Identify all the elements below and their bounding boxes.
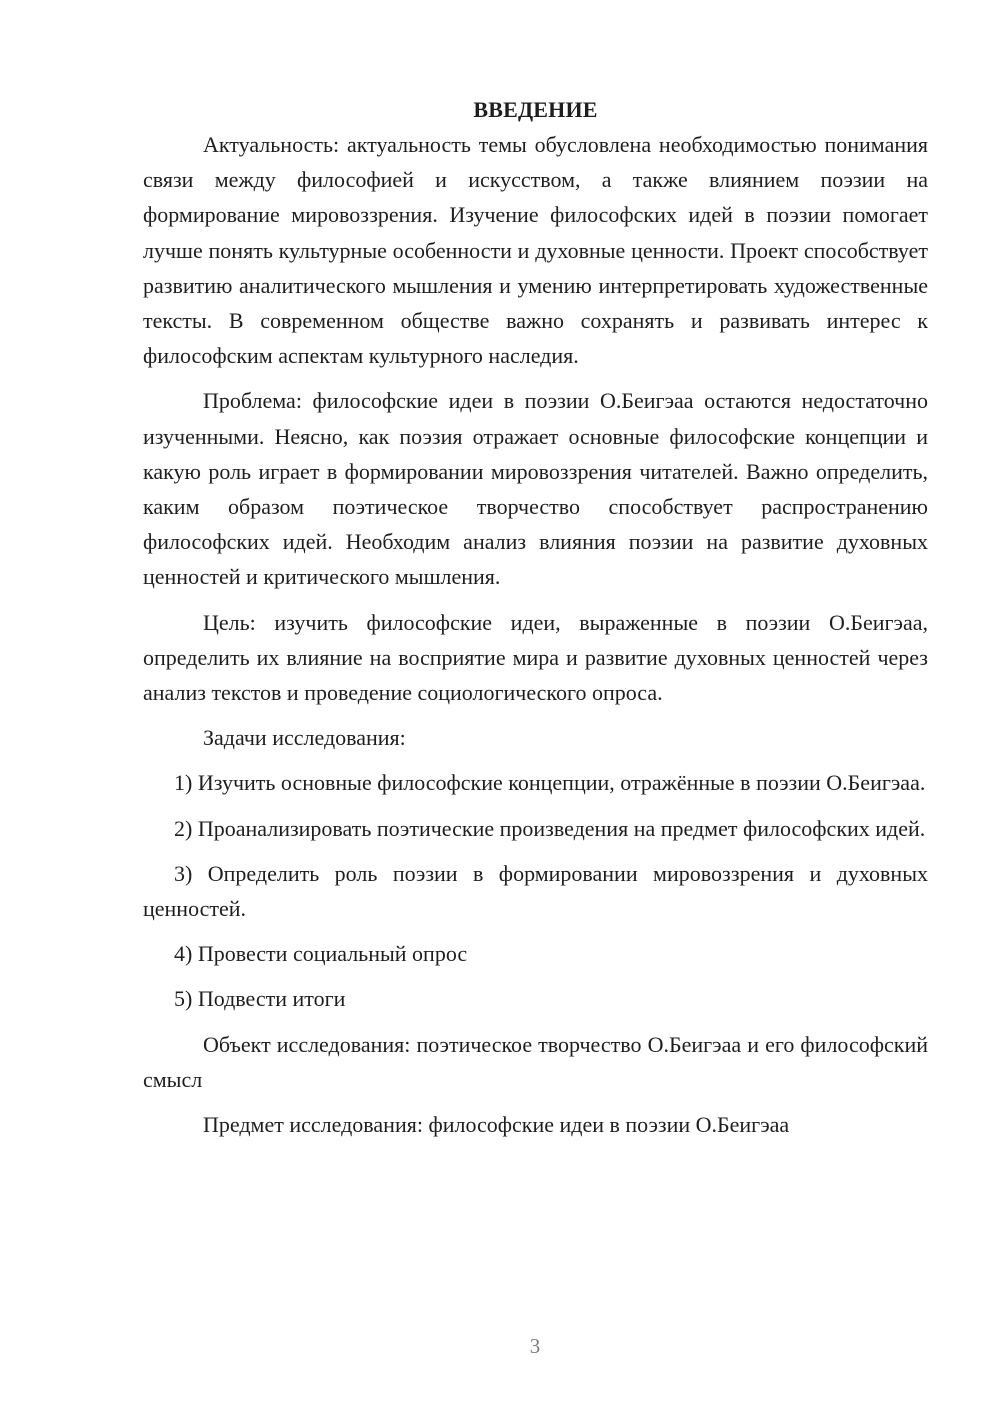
- problem-paragraph: Проблема: философские идеи в поэзии О.Беигэаа остаются недостаточно изученными. Неясно, как поэзия отражает основные философские концепции и какую роль играет в формировании мировоззрения читателей. Важно определить, каким образом поэтическое творчество способствует распространению философских идей. Необходим анализ влияния поэзии на развитие духовных ценностей и критического мышления.: [143, 388, 928, 590]
- relevance-paragraph: Актуальность: актуальность темы обусловлена необходимостью понимания связи между философией и искусством, а также влиянием поэзии на формирование мировоззрения. Изучение философских идей в поэзии помогает лучше понять культурные особенности и духовные ценности. Проект способствует развитию аналитического мышления и умению интерпретировать художественные тексты. В современном обществе важно сохранять и развивать интерес к философским аспектам культурного наследия.: [143, 132, 928, 369]
- task-item: 2) Проанализировать поэтические произведения на предмет философских идей.: [174, 815, 926, 841]
- task-item: 5) Подвести итоги: [174, 986, 346, 1012]
- section-title: ВВЕДЕНИЕ: [473, 97, 598, 122]
- goal-paragraph: Цель: изучить философские идеи, выраженные в поэзии О.Беигэаа, определить их влияние на восприятие мира и развитие духовных ценностей через анализ текстов и проведение социологического опроса.: [143, 609, 928, 706]
- tasks-heading: Задачи исследования:: [203, 725, 406, 751]
- task-item: 3) Определить роль поэзии в формировании мировоззрения и духовных ценностей.: [143, 860, 928, 922]
- task-item: 4) Провести социальный опрос: [174, 941, 468, 967]
- page-number: 3: [529, 1334, 541, 1358]
- research-subject-paragraph: Предмет исследования: философские идеи в поэзии О.Беигэаа: [203, 1112, 790, 1138]
- document-page: [143, 92, 928, 1142]
- research-object-paragraph: Объект исследования: поэтическое творчество О.Беигэаа и его философский смысл: [143, 1031, 928, 1092]
- task-item: 1) Изучить основные философские концепции, отражённые в поэзии О.Беигэаа.: [174, 770, 926, 796]
